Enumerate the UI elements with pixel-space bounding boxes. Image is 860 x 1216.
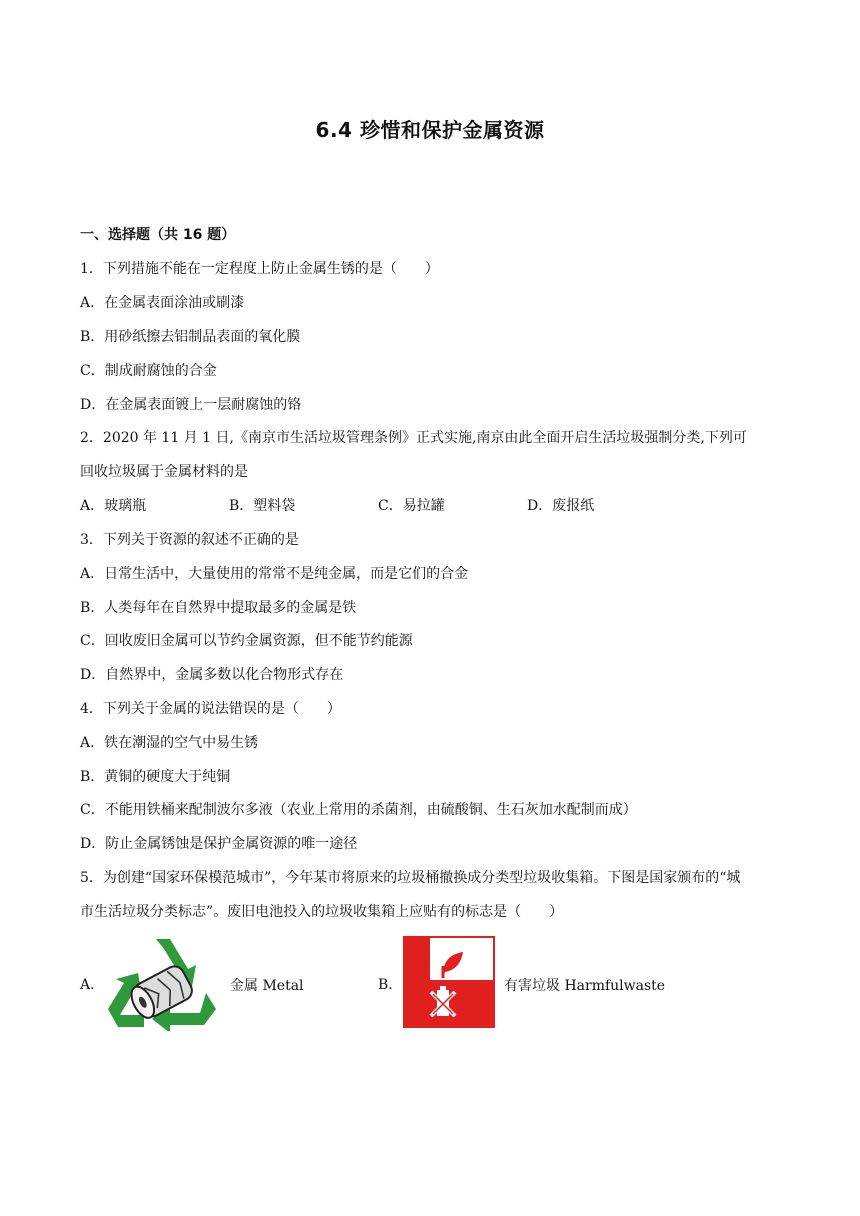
question-4-stem: 4．下列关于金属的说法错误的是（ ） xyxy=(80,701,341,717)
page-title: 6.4 珍惜和保护金属资源 xyxy=(315,118,545,142)
question-3-option-a: A．日常生活中，大量使用的常常不是纯金属，而是它们的合金 xyxy=(80,566,469,582)
metal-recycle-icon xyxy=(104,935,220,1031)
question-2-stem-line2: 回收垃圾属于金属材料的是 xyxy=(80,464,248,480)
question-3-option-c: C．回收废旧金属可以节约金属资源，但不能节约能源 xyxy=(80,633,413,649)
question-1-stem: 1．下列措施不能在一定程度上防止金属生锈的是（ ） xyxy=(80,261,439,277)
question-5-option-a-letter: A． xyxy=(80,977,105,993)
question-1-option-d: D．在金属表面镀上一层耐腐蚀的铬 xyxy=(80,397,302,413)
question-2-option-d: D．废报纸 xyxy=(527,498,595,514)
question-2-option-a: A．玻璃瓶 xyxy=(80,498,147,514)
question-4-option-a: A．铁在潮湿的空气中易生锈 xyxy=(80,735,259,751)
question-5-option-a-caption: 金属 Metal xyxy=(230,978,304,994)
hazardous-waste-icon xyxy=(403,936,495,1028)
question-4-option-b: B．黄铜的硬度大于纯铜 xyxy=(80,769,231,785)
question-1-option-b: B．用砂纸擦去铝制品表面的氧化膜 xyxy=(80,329,301,345)
question-5-stem-line2: 市生活垃圾分类标志”。废旧电池投入的垃圾收集箱上应贴有的标志是（ ） xyxy=(80,904,564,920)
question-2-stem-line1: 2．2020 年 11 月 1 日,《南京市生活垃圾管理条例》正式实施,南京由此全面开启生活垃圾强制分类,下列可 xyxy=(80,430,747,446)
question-4-option-d: D．防止金属锈蚀是保护金属资源的唯一途径 xyxy=(80,836,358,852)
question-3-option-d: D．自然界中，金属多数以化合物形式存在 xyxy=(80,667,344,683)
question-5-option-b-caption: 有害垃圾 Harmfulwaste xyxy=(504,978,666,994)
question-5-stem-line1: 5．为创建“国家环保模范城市”，今年某市将原来的垃圾桶撤换成分类型垃圾收集箱。下图是国家颁布的“城 xyxy=(80,870,741,886)
question-4-option-c: C．不能用铁桶来配制波尔多液（农业上常用的杀菌剂，由硫酸铜、生石灰加水配制而成） xyxy=(80,802,637,818)
question-2-option-b: B．塑料袋 xyxy=(229,498,296,514)
question-3-stem: 3．下列关于资源的叙述不正确的是 xyxy=(80,532,299,548)
question-1-option-a: A．在金属表面涂油或刷漆 xyxy=(80,295,245,311)
section-heading: 一、选择题（共 16 题） xyxy=(80,227,236,243)
question-5-option-b-letter: B． xyxy=(378,977,403,993)
question-2-option-c: C．易拉罐 xyxy=(378,498,445,514)
question-3-option-b: B．人类每年在自然界中提取最多的金属是铁 xyxy=(80,600,357,616)
question-1-option-c: C．制成耐腐蚀的合金 xyxy=(80,363,217,379)
